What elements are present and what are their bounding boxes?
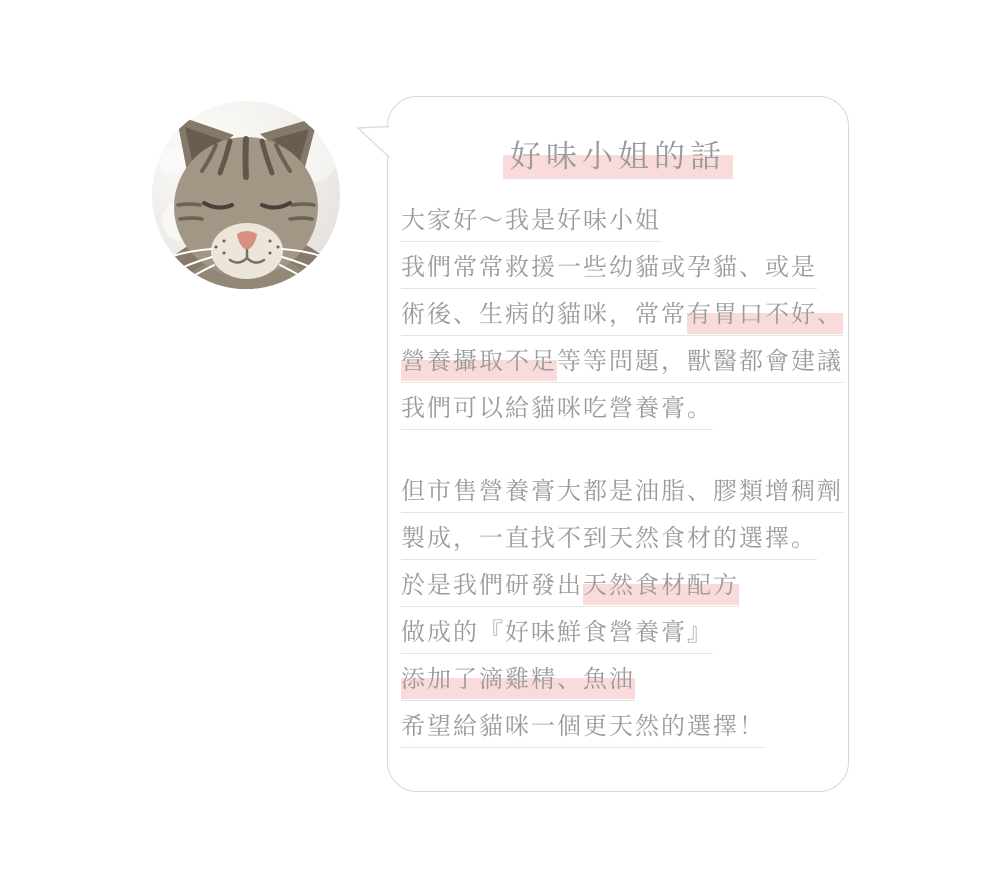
text-line-content [401, 347, 843, 383]
text-line-content [401, 253, 817, 289]
text-segment: 等等問題，獸醫都會建議 [557, 348, 843, 375]
text-line [401, 477, 843, 513]
text-segment: 做成的『好味鮮食營養膏』 [401, 619, 713, 646]
cat-avatar [152, 101, 340, 289]
text-line-content [401, 665, 635, 701]
text-line [401, 618, 837, 654]
text-line [401, 347, 843, 383]
text-line-content [401, 524, 817, 560]
text-segment: 術後、生病的貓咪，常常 [401, 301, 687, 328]
text-line [401, 300, 843, 336]
text-segment: 我們可以給貓咪吃營養膏。 [401, 395, 713, 422]
paragraph-spacer [401, 441, 837, 477]
text-line-content [401, 300, 843, 336]
text-line-content [401, 394, 713, 430]
speech-bubble [387, 96, 849, 792]
text-segment: 希望給貓咪一個更天然的選擇！ [401, 713, 765, 740]
text-line [401, 394, 837, 430]
text-line-content [401, 571, 739, 607]
text-line-content [401, 206, 661, 242]
highlighted-text: 添加了滴雞精、魚油 [401, 666, 635, 699]
cat-photo-illustration [152, 101, 340, 289]
text-segment: 大家好～我是好味小姐 [401, 207, 661, 234]
text-segment: 製成，一直找不到天然食材的選擇。 [401, 525, 817, 552]
text-segment: 我們常常救援一些幼貓或孕貓、或是 [401, 254, 817, 281]
text-line-content [401, 712, 765, 748]
highlighted-text: 天然食材配方 [583, 572, 739, 605]
text-line [401, 712, 837, 748]
text-line [401, 571, 837, 607]
text-line [401, 665, 837, 701]
text-segment: 但市售營養膏大都是油脂、膠類增稠劑 [401, 478, 843, 505]
highlighted-text: 營養攝取不足 [401, 348, 557, 381]
bubble-title-text: 好味小姐的話 [503, 139, 733, 179]
text-segment: 於是我們研發出 [401, 572, 583, 599]
highlighted-text: 有胃口不好、 [687, 301, 843, 334]
text-line [401, 206, 837, 242]
text-line-content [401, 477, 843, 513]
text-line [401, 524, 837, 560]
text-line-content [401, 618, 713, 654]
bubble-title [388, 131, 848, 176]
text-line [401, 253, 837, 289]
bubble-text [401, 206, 843, 759]
speech-bubble-tail-icon [354, 122, 391, 160]
